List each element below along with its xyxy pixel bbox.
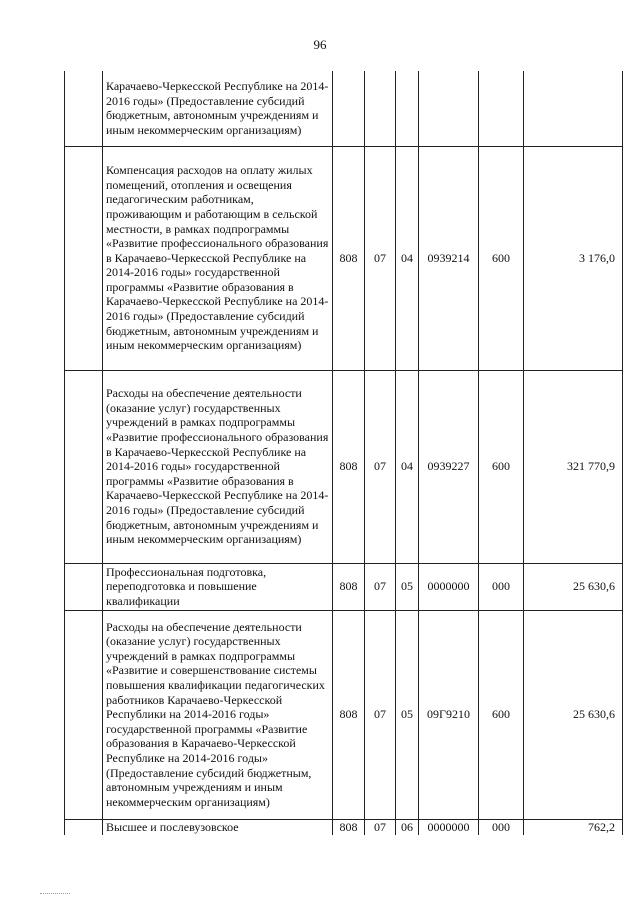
expense-type-cell — [479, 71, 524, 146]
scan-artifact — [40, 893, 70, 895]
budget-table — [64, 71, 623, 835]
amount-cell — [524, 71, 623, 146]
row-number-cell — [65, 71, 103, 146]
subsection-code-cell: 04 — [396, 146, 419, 370]
ministry-code-cell: 808 — [333, 819, 365, 835]
section-code-cell: 07 — [365, 563, 396, 610]
table-row — [65, 71, 623, 146]
target-article-cell: 0000000 — [419, 819, 479, 835]
expense-type-cell: 000 — [479, 819, 524, 835]
table-row — [65, 819, 623, 835]
target-article-cell: 0000000 — [419, 563, 479, 610]
subsection-code-cell: 05 — [396, 563, 419, 610]
section-code-cell — [365, 71, 396, 146]
expense-type-cell: 000 — [479, 563, 524, 610]
row-number-cell — [65, 146, 103, 370]
ministry-code-cell: 808 — [333, 610, 365, 819]
ministry-code-cell: 808 — [333, 563, 365, 610]
expense-name-cell: Расходы на обеспечение деятельности (оказание услуг) государственных учреждений в рамках подпрограммы «Развитие профессионального образования в Карачаево-Черкесской Республике на 2014-2016 годы» государственной программы «Развитие образования в Карачаево-Черкесской Республике на 2014-2016 годы» (Предоставление субсидий бюджетным, автономным учреждениям и иным некоммерческим организациям) — [103, 370, 333, 563]
ministry-code-cell — [333, 71, 365, 146]
subsection-code-cell: 04 — [396, 370, 419, 563]
target-article-cell: 0939227 — [419, 370, 479, 563]
subsection-code-cell: 05 — [396, 610, 419, 819]
amount-cell: 3 176,0 — [524, 146, 623, 370]
amount-cell: 25 630,6 — [524, 563, 623, 610]
expense-name-cell: Компенсация расходов на оплату жилых помещений, отопления и освещения педагогическим работникам, проживающим и работающим в сельской местности, в рамках подпрограммы «Развитие профессионального образования в Карачаево-Черкесской Республике на 2014-2016 годы» государственной программы «Развитие образования в Карачаево-Черкесской Республике на 2014-2016 годы» (Предоставление субсидий бюджетным, автономным учреждениям и иным некоммерческим организациям) — [103, 146, 333, 370]
table-row — [65, 370, 623, 563]
table-row — [65, 146, 623, 370]
expense-name-cell: Расходы на обеспечение деятельности (оказание услуг) государственных учреждений в рамках подпрограммы «Развитие и совершенствование системы повышения квалификации педагогических работников Карачаево-Черкесской Республики на 2014-2016 годы» государственной программы «Развитие образования в Карачаево-Черкесской Республике на 2014-2016 годы» (Предоставление субсидий бюджетным, автономным учреждениям и иным некоммерческим организациям) — [103, 610, 333, 819]
expense-name-cell: Профессиональная подготовка, переподготовка и повышение квалификации — [103, 563, 333, 610]
table-row — [65, 610, 623, 819]
section-code-cell: 07 — [365, 819, 396, 835]
target-article-cell — [419, 71, 479, 146]
target-article-cell: 0939214 — [419, 146, 479, 370]
amount-cell: 762,2 — [524, 819, 623, 835]
section-code-cell: 07 — [365, 610, 396, 819]
section-code-cell: 07 — [365, 146, 396, 370]
target-article-cell: 09Г9210 — [419, 610, 479, 819]
row-number-cell — [65, 610, 103, 819]
amount-cell: 321 770,9 — [524, 370, 623, 563]
subsection-code-cell: 06 — [396, 819, 419, 835]
row-number-cell — [65, 370, 103, 563]
expense-type-cell: 600 — [479, 146, 524, 370]
subsection-code-cell — [396, 71, 419, 146]
row-number-cell — [65, 819, 103, 835]
expense-name-cell: Карачаево-Черкесской Республике на 2014-2016 годы» (Предоставление субсидий бюджетным, автономным учреждениям и иным некоммерческим организациям) — [103, 71, 333, 146]
expense-type-cell: 600 — [479, 370, 524, 563]
section-code-cell: 07 — [365, 370, 396, 563]
ministry-code-cell: 808 — [333, 370, 365, 563]
amount-cell: 25 630,6 — [524, 610, 623, 819]
page-number: 96 — [313, 37, 327, 52]
expense-type-cell: 600 — [479, 610, 524, 819]
row-number-cell — [65, 563, 103, 610]
ministry-code-cell: 808 — [333, 146, 365, 370]
table-row — [65, 563, 623, 610]
expense-name-cell: Высшее и послевузовское — [103, 819, 333, 835]
